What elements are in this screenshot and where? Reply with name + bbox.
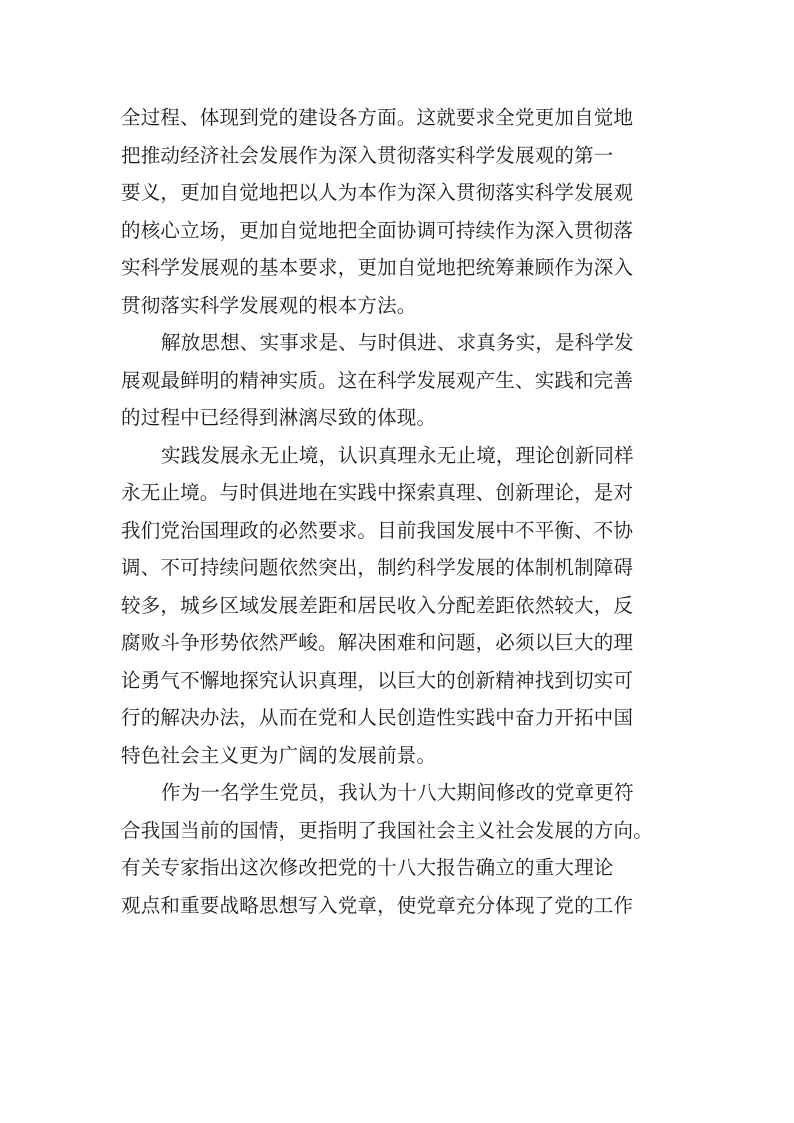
document-body	[121, 99, 674, 924]
paragraph-first-line: 作为一名学生党员，我认为十八大期间修改的党章更符	[161, 781, 634, 804]
text-line: 有关专家指出这次修改把党的十八大报告确立的重大理论	[121, 856, 614, 879]
text-line: 行的解决办法，从而在党和人民创造性实践中奋力开拓中国	[121, 706, 634, 729]
text-line: 调、不可持续问题依然突出，制约科学发展的体制机制障碍	[121, 556, 634, 579]
text-line: 观点和重要战略思想写入党章，使党章充分体现了党的工作	[121, 893, 634, 917]
text-line: 全过程、体现到党的建设各方面。这就要求全党更加自觉地	[121, 106, 634, 129]
text-line: 实科学发展观的基本要求，更加自觉地把统筹兼顾作为深入	[121, 256, 634, 279]
text-line: 的核心立场，更加自觉地把全面协调可持续作为深入贯彻落	[121, 218, 634, 242]
text-line: 展观最鲜明的精神实质。这在科学发展观产生、实践和完善	[121, 368, 634, 392]
text-line: 论勇气不懈地探究认识真理，以巨大的创新精神找到切实可	[121, 668, 634, 692]
text-line: 腐败斗争形势依然严峻。解决困难和问题，必须以巨大的理	[121, 631, 634, 654]
text-line: 合我国当前的国情，更指明了我国社会主义社会发展的方向。	[121, 818, 653, 842]
text-line: 我们党治国理政的必然要求。目前我国发展中不平衡、不协	[121, 518, 634, 542]
text-line: 永无止境。与时俱进地在实践中探索真理、创新理论，是对	[121, 481, 634, 504]
text-line: 把推动经济社会发展作为深入贯彻落实科学发展观的第一	[121, 143, 614, 167]
text-line: 较多，城乡区域发展差距和居民收入分配差距依然较大，反	[121, 593, 634, 617]
paragraph-first-line: 实践发展永无止境，认识真理永无止境，理论创新同样	[161, 443, 634, 467]
text-line: 的过程中已经得到淋漓尽致的体现。	[121, 406, 437, 429]
paragraph-first-line: 解放思想、实事求是、与时俱进、求真务实，是科学发	[161, 331, 634, 354]
text-line: 贯彻落实科学发展观的根本方法。	[121, 293, 417, 317]
text-line: 要义，更加自觉地把以人为本作为深入贯彻落实科学发展观	[121, 181, 634, 204]
text-line: 特色社会主义更为广阔的发展前景。	[121, 743, 437, 767]
